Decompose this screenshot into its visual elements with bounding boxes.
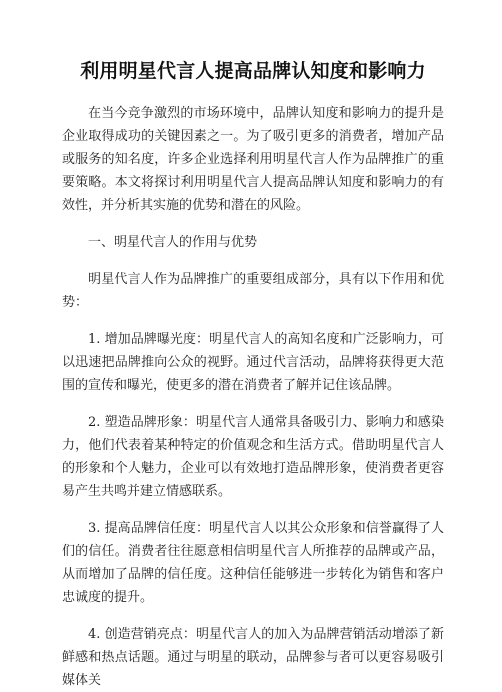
point-paragraph-1: 1. 增加品牌曝光度：明星代言人的高知名度和广泛影响力，可以迅速把品牌推向公众的视野。通过代言活动，品牌将获得更大范围的宣传和曝光，使更多的潜在消费者了解并记住该品牌。 bbox=[62, 332, 444, 393]
document-title: 利用明星代言人提高品牌认知度和影响力 bbox=[80, 60, 426, 82]
section-heading: 一、明星代言人的作用与优势 bbox=[88, 235, 258, 250]
section-lead-paragraph: 明星代言人作为品牌推广的重要组成部分，具有以下作用和优势： bbox=[62, 272, 444, 310]
point-paragraph-2: 2. 塑造品牌形象：明星代言人通常具备吸引力、影响力和感染力，他们代表着某种特定的价值观念和生活方式。借助明星代言人的形象和个人魅力，企业可以有效地打造品牌形象，使消费者更容易产生共鸣并建立情感联系。 bbox=[62, 415, 444, 499]
point-paragraph-4: 4. 创造营销亮点：明星代言人的加入为品牌营销活动增添了新鲜感和热点话题。通过与明星的联动，品牌参与者可以更容易吸引媒体关 bbox=[62, 627, 444, 688]
point-paragraph-3: 3. 提高品牌信任度：明星代言人以其公众形象和信誉赢得了人们的信任。消费者往往愿意相信明星代言人所推荐的品牌或产品，从而增加了品牌的信任度。这种信任能够进一步转化为销售和客户忠诚度的提升。 bbox=[62, 521, 444, 605]
intro-paragraph: 在当今竞争激烈的市场环境中，品牌认知度和影响力的提升是企业取得成功的关键因素之一。为了吸引更多的消费者，增加产品或服务的知名度，许多企业选择利用明星代言人作为品牌推广的重要策略。本文将探讨利用明星代言人提高品牌认知度和影响力的有效性，并分析其实施的优势和潜在的风险。 bbox=[62, 106, 444, 213]
